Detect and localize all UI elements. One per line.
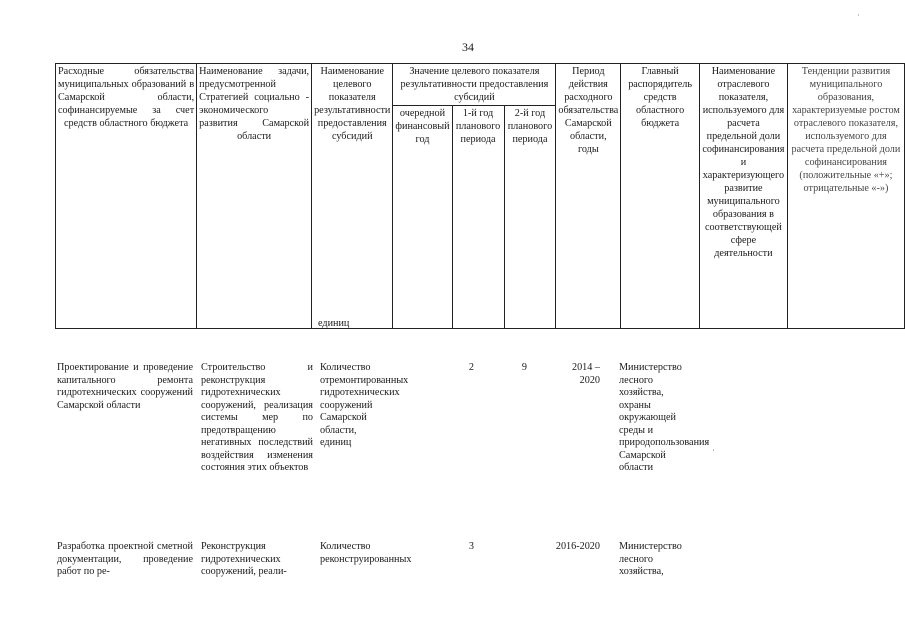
row-ministry: Министерство лесного хозяйства, охраны окружающей среды и природопользования Самарской области	[619, 362, 710, 473]
scan-dot: ·	[857, 10, 860, 20]
header-trends: Тенденции развития муниципального образования, характеризуемые ростом отраслевого показателя, используемого для расчета предельной доли софинансирования (положительные «+»; отрицательные «-»)	[787, 64, 904, 329]
row-task: Реконструкция гидротехнических сооружений, реали-	[201, 541, 287, 577]
header-strategy-task: Наименование задачи, предусмотренной Стратегией социально - экономического развития Самарской области	[197, 64, 312, 329]
header-obligations: Расходные обязательства муниципальных образований в Самарской области, софинансируемые за счет средств областного бюджета	[56, 64, 197, 329]
row-plan-year-1: 3	[468, 541, 474, 552]
header-sector-indicator: Наименование отраслевого показателя, используемого для расчета предельной доли софинансирования и характеризующего развитие муниципального образования в соответствующей сфере деятельности	[699, 64, 787, 329]
row-obligation: Разработка проектной сметной документации, проведение работ по ре-	[57, 541, 193, 577]
row-ministry: Министерство лесного хозяйства,	[619, 541, 682, 577]
row-indicator: Количество отремонтированных гидротехнических сооружений Самарской области, единиц	[320, 362, 409, 448]
header-table	[55, 63, 905, 329]
row-indicator: Количество реконструированных	[320, 541, 412, 565]
row-task: Строительство и реконструкция гидротехнических сооружений, реализация системы мер по предотвращению негативных последствий воздействия изменения состояния этих объектов	[201, 362, 313, 473]
row-plan-year-2: 9	[521, 362, 527, 373]
scan-dot: ·	[712, 445, 715, 455]
header-plan-year-1: 1-й год планового периода	[452, 106, 504, 329]
units-overflow-text: единиц	[318, 318, 350, 329]
header-indicator-name: Наименование целевого показателя результативности предоставления субсидий	[312, 64, 393, 329]
header-plan-year-2: 2-й год планового периода	[504, 106, 556, 329]
row-obligation: Проектирование и проведение капитального ремонта гидротехнических сооружений Самарской области	[57, 362, 193, 411]
row-plan-year-1: 2	[468, 362, 474, 373]
header-indicator-values: Значение целевого показателя результативности предоставления субсидий	[393, 64, 556, 106]
row-period: 2016-2020	[555, 541, 600, 552]
row-period: 2014 – 2020	[571, 362, 600, 386]
header-budget-manager: Главный распорядитель средств областного бюджета	[621, 64, 700, 329]
header-current-year: очередной финансовый год	[393, 106, 452, 329]
page-number: 34	[462, 40, 474, 54]
header-period: Период действия расходного обязательства Самарской области, годы	[556, 64, 621, 329]
